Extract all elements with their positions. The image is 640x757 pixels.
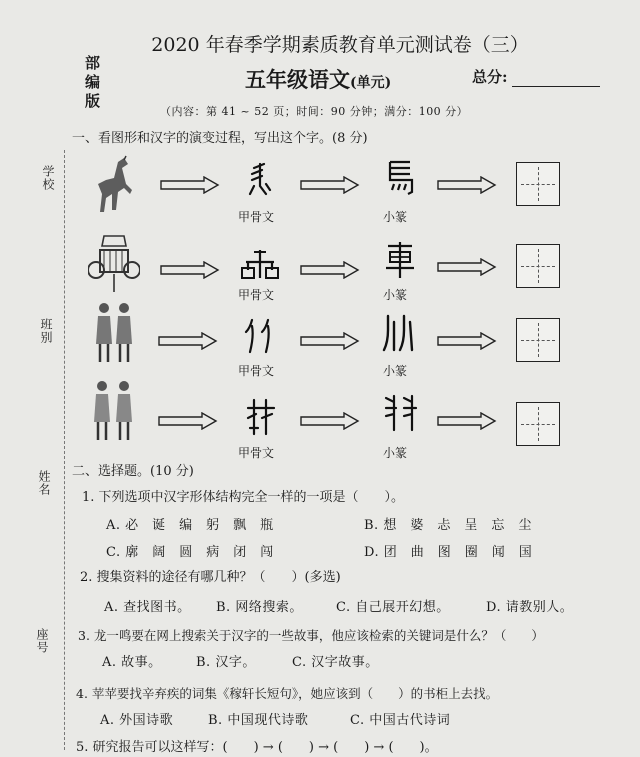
seal-compare-glyph [380, 392, 420, 432]
oracle-compare-glyph [240, 396, 280, 436]
arrow-icon [300, 332, 360, 350]
seal-label: 小篆 [383, 288, 408, 302]
score-blank[interactable] [512, 72, 600, 87]
name-label: 姓名 [37, 470, 51, 496]
answer-grid-box[interactable] [516, 162, 560, 206]
q2-option-a[interactable]: A. 查找图书。 [104, 600, 191, 615]
oracle-label: 甲骨文 [238, 446, 275, 460]
score-label: 总分: [472, 68, 508, 86]
seat-label: 座号 [35, 628, 49, 654]
arrow-icon [437, 332, 497, 350]
q4-option-a[interactable]: A. 外国诗歌 [100, 713, 174, 728]
q1-option-c[interactable]: C. 廓 阔 圆 病 闭 闯 [106, 545, 274, 560]
evolution-row-people [0, 300, 640, 386]
two-people-side-picture [88, 378, 140, 442]
q4-option-c[interactable]: C. 中国古代诗词 [350, 713, 451, 728]
q1-option-d[interactable]: D. 团 曲 图 圈 闻 国 [364, 545, 533, 560]
school-label: 学校 [41, 165, 55, 191]
seal-follow-glyph [380, 312, 420, 352]
question-4: 4. 苹苹要找辛弃疾的词集《稼轩长短句》，她应该到（ ）的书柜上去找。 [76, 686, 499, 701]
arrow-icon [160, 176, 220, 194]
arrow-icon [437, 176, 497, 194]
question-5: 5. 研究报告可以这样写：( ) → ( ) → ( ) → ( )。 [76, 740, 438, 755]
edition-label: 部编版 [83, 55, 101, 112]
arrow-icon [300, 261, 360, 279]
arrow-icon [300, 176, 360, 194]
oracle-label: 甲骨文 [238, 364, 275, 378]
evolution-row-horse [0, 148, 640, 234]
arrow-icon [160, 261, 220, 279]
question-2: 2. 搜集资料的途径有哪几种？（ ）(多选) [80, 570, 341, 585]
q1-option-a[interactable]: A. 必 诞 编 躬 飘 瓶 [106, 518, 274, 533]
seal-label: 小篆 [383, 210, 408, 224]
q3-option-a[interactable]: A. 故事。 [102, 655, 162, 670]
answer-grid-box[interactable] [516, 402, 560, 446]
oracle-label: 甲骨文 [238, 288, 275, 302]
cart-picture [88, 230, 140, 294]
arrow-icon [158, 332, 218, 350]
arrow-icon [158, 412, 218, 430]
exam-title: 2020 年春季学期素质教育单元测试卷（三） [151, 34, 529, 56]
question-3: 3. 龙一鸣要在网上搜索关于汉字的一些故事，他应该检索的关键词是什么？（ ） [78, 628, 544, 643]
horse-picture [88, 154, 140, 218]
class-label: 班别 [39, 318, 53, 344]
exam-subtitle [245, 64, 391, 94]
unit-label: (单元) [350, 75, 392, 91]
section1-heading: 一、看图形和汉字的演变过程，写出这个字。(8 分) [72, 131, 368, 146]
oracle-horse-glyph [240, 160, 280, 200]
q1-option-b[interactable]: B. 想 婆 忐 呈 忘 尘 [364, 518, 532, 533]
answer-grid-box[interactable] [516, 244, 560, 288]
seal-cart-glyph [380, 240, 420, 280]
oracle-follow-glyph [240, 316, 280, 356]
arrow-icon [300, 412, 360, 430]
question-1: 1. 下列选项中汉字形体结构完全一样的一项是（ ）。 [82, 490, 405, 505]
arrow-icon [437, 258, 497, 276]
oracle-cart-glyph [240, 244, 280, 284]
q2-option-c[interactable]: C. 自己展开幻想。 [336, 600, 450, 615]
arrow-icon [437, 412, 497, 430]
subject-label: 五年级语文 [245, 67, 350, 92]
q3-option-c[interactable]: C. 汉字故事。 [292, 655, 379, 670]
q2-option-b[interactable]: B. 网络搜索。 [216, 600, 303, 615]
exam-info: （内容：第 41 ~ 52 页；时间：90 分钟；满分：100 分） [160, 105, 469, 118]
q2-option-d[interactable]: D. 请教别人。 [486, 600, 574, 615]
two-people-picture [88, 300, 140, 364]
seal-horse-glyph [380, 158, 420, 198]
evolution-row-compare [0, 378, 640, 464]
q3-option-b[interactable]: B. 汉字。 [196, 655, 256, 670]
total-score [472, 66, 600, 87]
seal-label: 小篆 [383, 446, 408, 460]
q4-option-b[interactable]: B. 中国现代诗歌 [208, 713, 309, 728]
answer-grid-box[interactable] [516, 318, 560, 362]
oracle-label: 甲骨文 [238, 210, 275, 224]
seal-label: 小篆 [383, 364, 408, 378]
section2-heading: 二、选择题。(10 分) [72, 464, 194, 479]
